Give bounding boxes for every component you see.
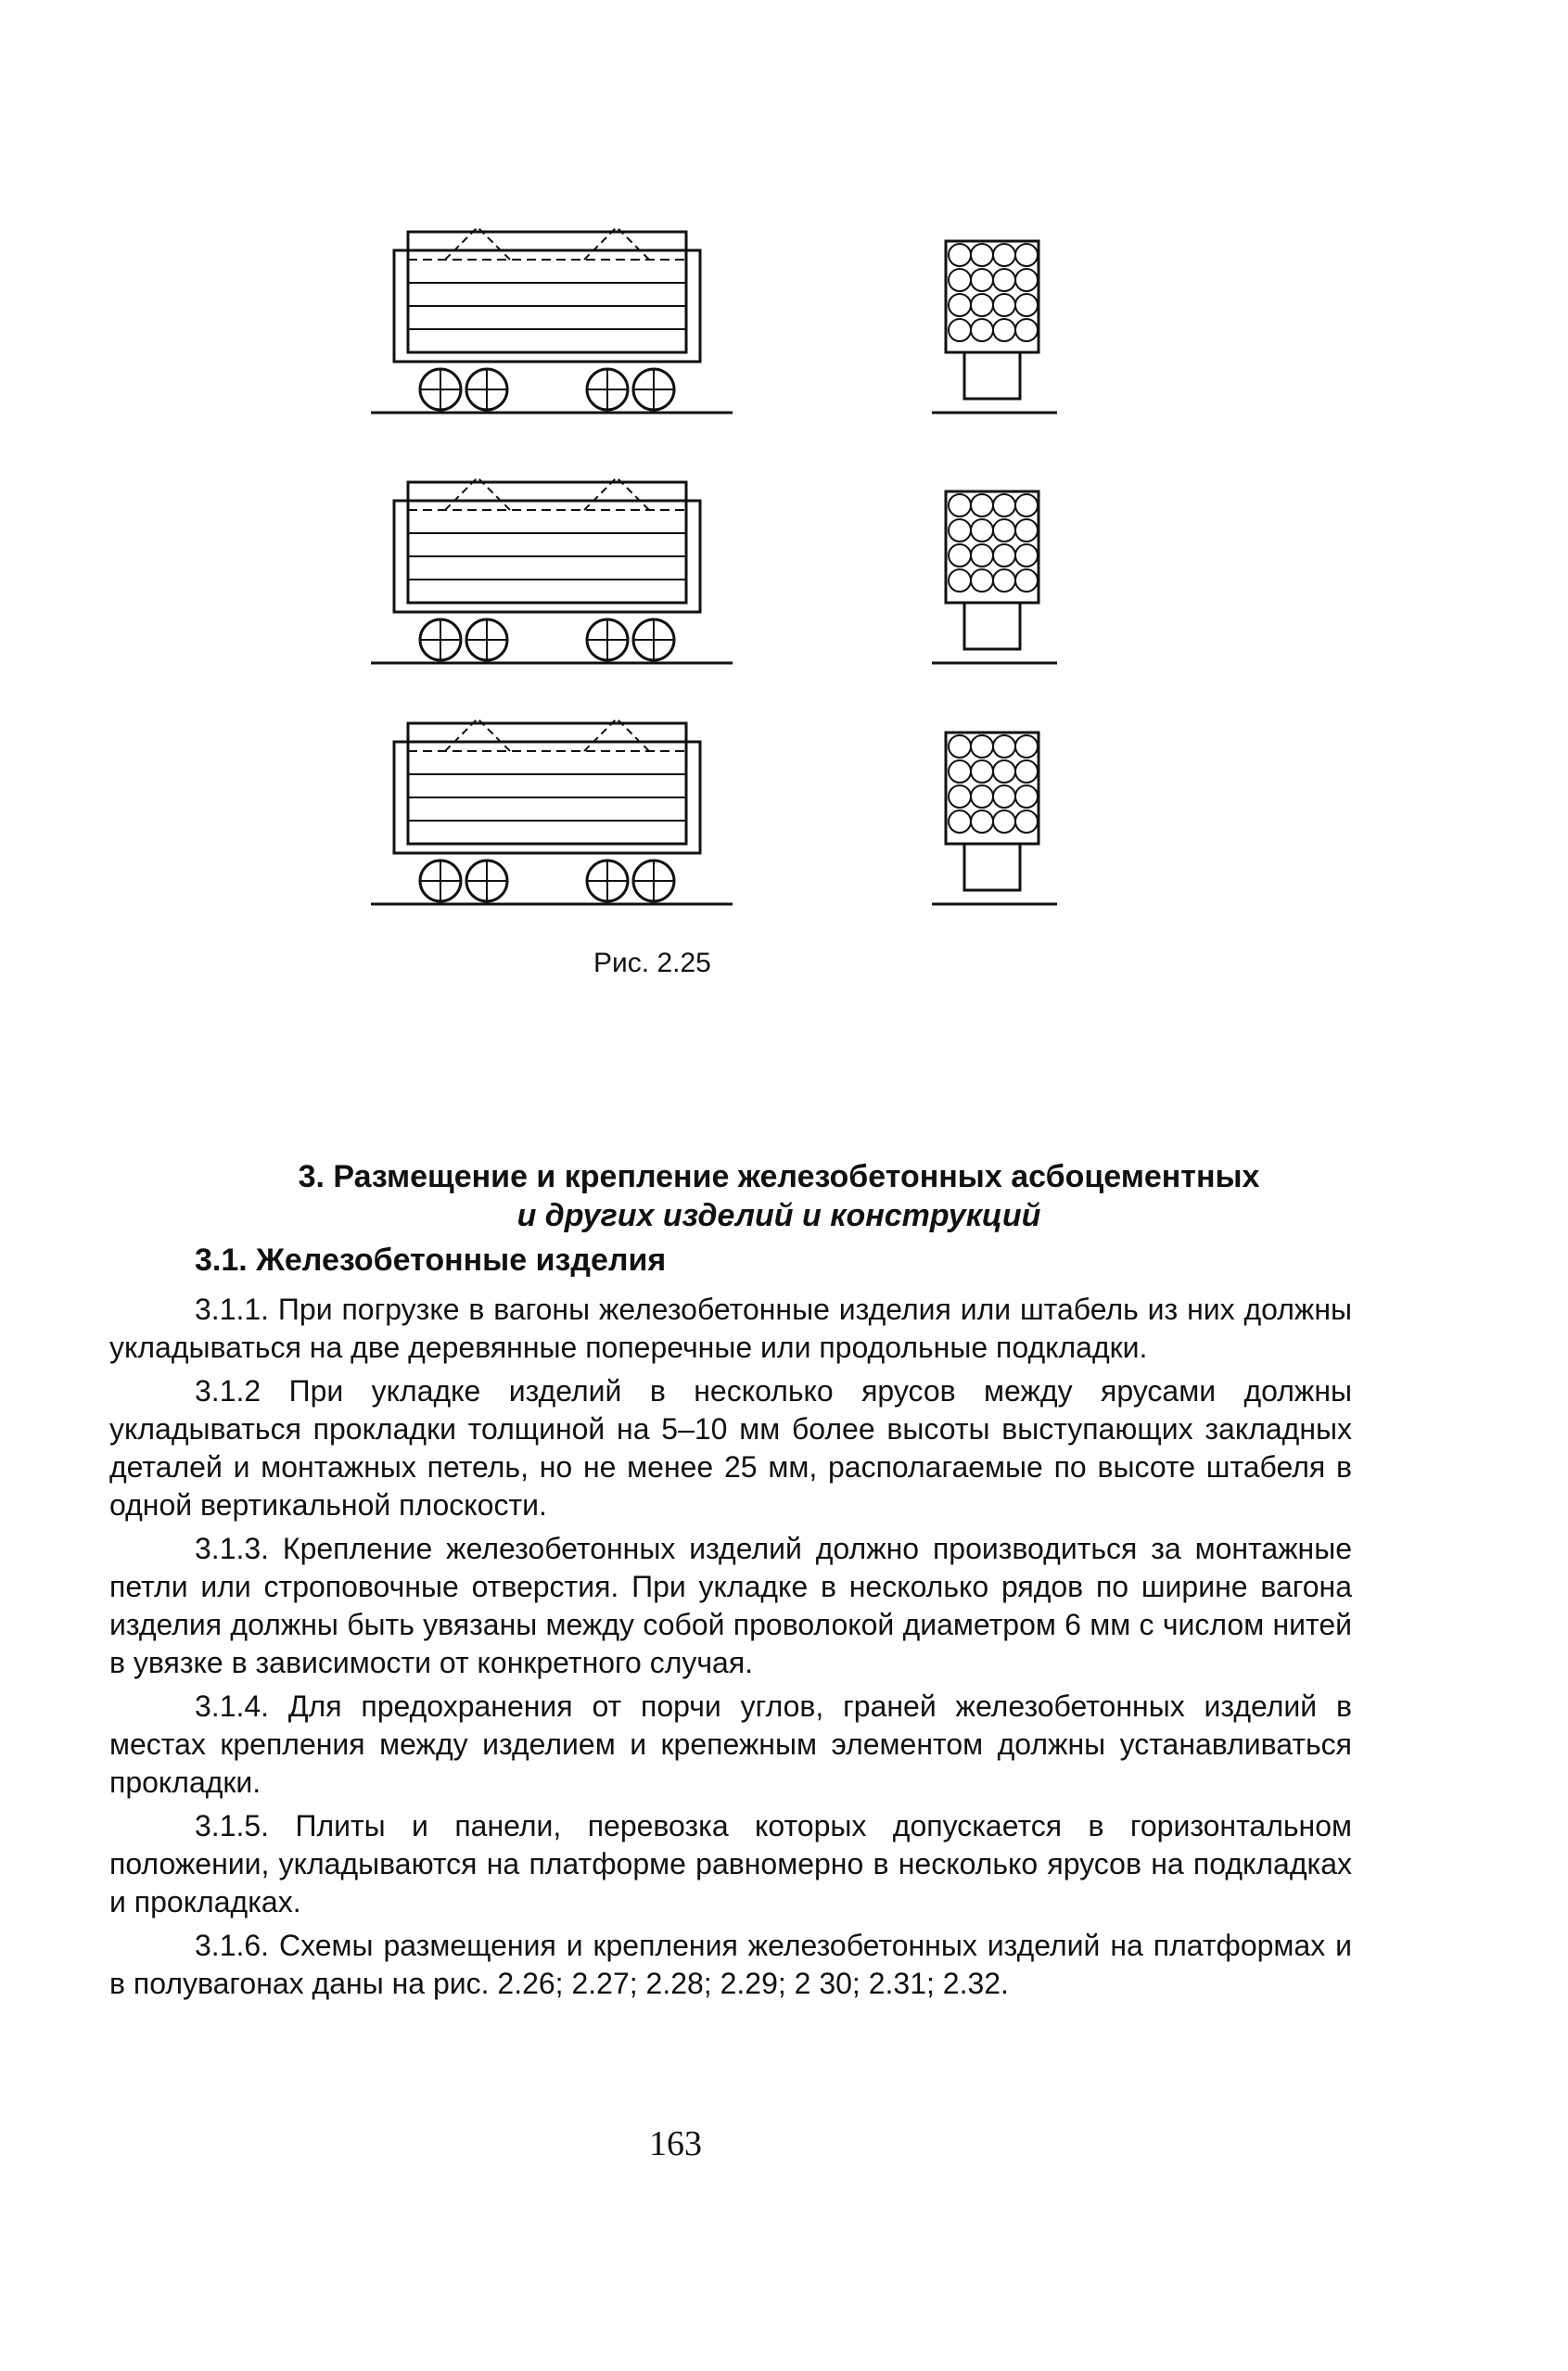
subsection-heading: 3.1. Железобетонные изделия bbox=[195, 1243, 667, 1278]
paragraph-3-1-2: 3.1.2 При укладке изделий в несколько ярусов между ярусами должны укладываться прокладки толщиной на 5–10 мм более высоты выступающих закладных деталей и монтажных петель, но не менее 25 мм, располагаемые по высоте штабеля в одной вертикальной плоскости. bbox=[109, 1374, 1352, 1522]
log-end-icon bbox=[1015, 760, 1038, 783]
log-end-icon bbox=[971, 760, 993, 783]
figure-2-25 bbox=[352, 195, 1150, 937]
log-end-icon bbox=[949, 294, 971, 316]
log-end-icon bbox=[949, 760, 971, 783]
log-end-icon bbox=[993, 810, 1015, 833]
log-end-icon bbox=[971, 244, 993, 266]
log-end-icon bbox=[993, 269, 1015, 291]
paragraph-3-1-3: 3.1.3. Крепление железобетонных изделий должно производиться за монтажные петли или строповочные отверстия. При укладке в несколько рядов по ширине вагона изделия должны быть увязаны между собой проволокой диаметром 6 мм с числом нитей в увязке в зависимости от конкретного случая. bbox=[109, 1532, 1352, 1679]
log-end-icon bbox=[993, 494, 1015, 516]
log-end-icon bbox=[949, 569, 971, 592]
log-end-icon bbox=[993, 319, 1015, 341]
log-end-icon bbox=[971, 569, 993, 592]
flatcar-drawings bbox=[352, 195, 1150, 937]
paragraph-3-1-5: 3.1.5. Плиты и панели, перевозка которых допускается в горизонтальном положении, укладываются на платформе равномерно в несколько ярусов на подкладках и прокладках. bbox=[109, 1809, 1352, 1918]
section-heading-line2: и других изделий и конструкций bbox=[516, 1198, 1041, 1233]
paragraph-3-1-4: 3.1.4. Для предохранения от порчи углов, граней железобетонных изделий в местах крепления между изделием и крепежным элементом должны устанавливаться прокладки. bbox=[109, 1689, 1352, 1799]
log-end-icon bbox=[993, 735, 1015, 758]
log-end-icon bbox=[1015, 810, 1038, 833]
log-end-icon bbox=[971, 494, 993, 516]
bogie-end bbox=[964, 844, 1020, 890]
paragraph-3-1-6: 3.1.6. Схемы размещения и крепления железобетонных изделий на платформах и в полувагонах даны на рис. 2.26; 2.27; 2.28; 2.29; 2 30; 2.31; 2.32. bbox=[109, 1929, 1352, 2000]
log-end-icon bbox=[1015, 494, 1038, 516]
log-end-icon bbox=[1015, 244, 1038, 266]
page-number: 163 bbox=[649, 2124, 702, 2163]
section-heading-line1: 3. Размещение и крепление железобетонных асбоцементных bbox=[298, 1159, 1260, 1194]
log-end-icon bbox=[971, 519, 993, 542]
log-end-icon bbox=[1015, 735, 1038, 758]
log-end-icon bbox=[971, 810, 993, 833]
log-end-icon bbox=[971, 294, 993, 316]
log-end-icon bbox=[1015, 269, 1038, 291]
body-text bbox=[109, 1291, 1352, 2008]
log-end-icon bbox=[993, 294, 1015, 316]
bogie-end bbox=[964, 603, 1020, 649]
log-end-icon bbox=[993, 519, 1015, 542]
log-end-icon bbox=[949, 735, 971, 758]
log-end-icon bbox=[949, 269, 971, 291]
log-end-icon bbox=[971, 735, 993, 758]
log-end-icon bbox=[993, 244, 1015, 266]
paragraph-3-1-1: 3.1.1. При погрузке в вагоны железобетонные изделия или штабель из них должны укладываться на две деревянные поперечные или продольные подкладки. bbox=[109, 1293, 1352, 1364]
log-end-icon bbox=[1015, 569, 1038, 592]
log-end-icon bbox=[971, 544, 993, 567]
log-end-icon bbox=[949, 544, 971, 567]
log-end-icon bbox=[993, 569, 1015, 592]
log-end-icon bbox=[949, 319, 971, 341]
log-end-icon bbox=[1015, 319, 1038, 341]
log-end-icon bbox=[971, 785, 993, 808]
bogie-end bbox=[964, 352, 1020, 399]
log-end-icon bbox=[971, 269, 993, 291]
log-end-icon bbox=[949, 244, 971, 266]
log-end-icon bbox=[1015, 544, 1038, 567]
log-end-icon bbox=[993, 760, 1015, 783]
log-end-icon bbox=[949, 810, 971, 833]
log-end-icon bbox=[993, 544, 1015, 567]
log-end-icon bbox=[949, 494, 971, 516]
log-end-icon bbox=[949, 785, 971, 808]
log-end-icon bbox=[949, 519, 971, 542]
log-end-icon bbox=[993, 785, 1015, 808]
section-heading bbox=[185, 1157, 1372, 1235]
log-end-icon bbox=[1015, 294, 1038, 316]
log-end-icon bbox=[1015, 785, 1038, 808]
figure-caption: Рис. 2.25 bbox=[593, 948, 711, 978]
log-end-icon bbox=[971, 319, 993, 341]
log-end-icon bbox=[1015, 519, 1038, 542]
